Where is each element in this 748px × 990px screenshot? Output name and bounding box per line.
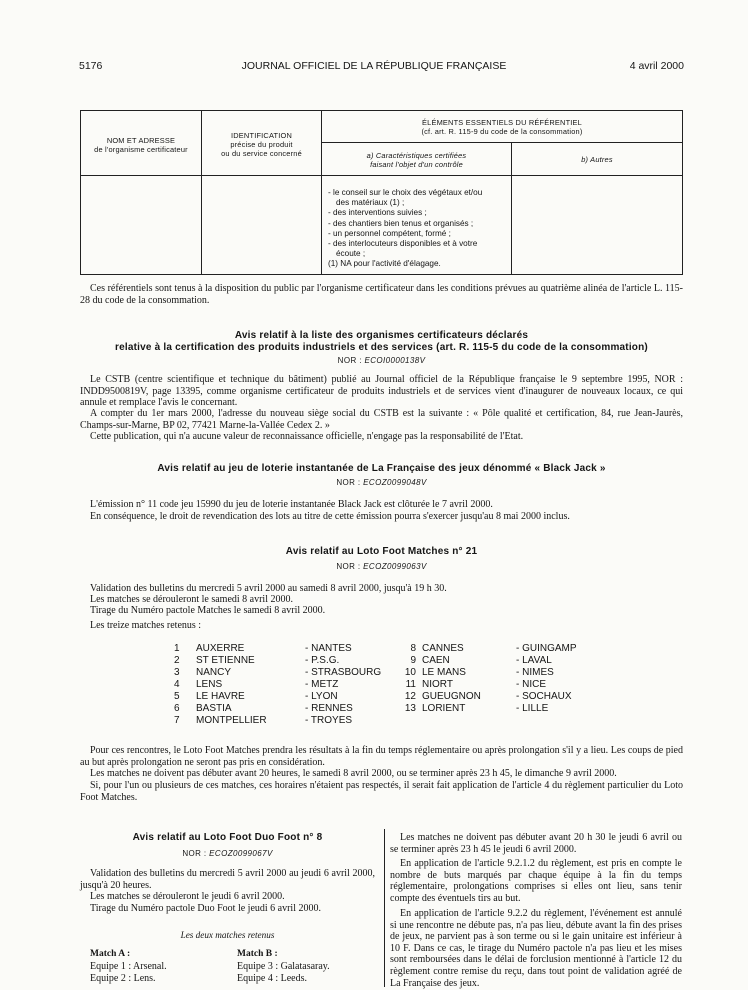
list-item: 9 CAEN - LAVAL <box>410 655 552 666</box>
avis-black-jack-title: Avis relatif au jeu de loterie instantanée de La Française des jeux dénommé « Black Jack » <box>157 463 606 474</box>
col-header-caracteristiques: a) Caractéristiques certifiées faisant l'objet d'un contrôle <box>366 151 467 169</box>
avis-loto-foot-p1: Pour ces rencontres, le Loto Foot Matches prendra les résultats à la fin du temps réglementaire ou après prolongation s'il y a lieu. Les coups de pied au but après prolongation ne seront pas pris en considération. <box>80 745 683 768</box>
col-header-nom: NOM ET ADRESSE de l'organisme certificateur <box>94 136 188 154</box>
list-item: 1 AUXERRE - NANTES <box>174 643 352 654</box>
avis-loto-foot-validation: Validation des bulletins du mercredi 5 avril 2000 au samedi 8 avril 2000, jusqu'à 19 h 30. <box>90 583 447 594</box>
col-header-identification: IDENTIFICATION précise du produit ou du service concerné <box>221 131 302 158</box>
avis-loto-foot-p2: Les matches ne doivent pas débuter avant 20 heures, le samedi 8 avril 2000, ou se terminer après 23 h 45, le dimanche 9 avril 2000. <box>90 768 617 779</box>
list-item: 6 BASTIA - RENNES <box>174 703 353 714</box>
match-a-team2: Equipe 2 : Lens. <box>90 973 156 984</box>
avis-black-jack-nor: NOR : ECOZ0099048V <box>336 478 427 487</box>
referentiel-table <box>80 110 683 275</box>
duo-foot-article-922: En application de l'article 9.2.2 du règlement, l'événement est annulé si une rencontre ne débute pas, n'a pas lieu, débute avant la fin des prises de jeux, ne parvient pas à son terme ou si le gain unitaire est inférieur à 10 F. Dans ce cas, le tirage du Numéro pactole n'a pas lieu et les mises sont remboursées dans le délai de forclusion mentionné à l'article 12 du règlement contre remise du reçu, dans tout point de validation agréé de La Française des jeux. <box>390 908 682 989</box>
table-cell-list: - le conseil sur le choix des végétaux et/ou des matériaux (1) ; - des interventions suivies ; - des chantiers bien tenus et organisés ; - un personnel compétent, formé ; - des interlocuteurs disponibles et à votre écoute ; (1) NA pour l'activité d'élagage. <box>328 188 483 269</box>
avis-duo-foot-title: Avis relatif au Loto Foot Duo Foot n° 8 <box>132 832 323 843</box>
list-item: 12 GUEUGNON - SOCHAUX <box>404 691 572 702</box>
avis-loto-foot-deroulement: Les matches se dérouleront le samedi 8 avril 2000. <box>90 594 293 605</box>
match-b-team4: Equipe 4 : Leeds. <box>237 973 307 984</box>
avis-duo-foot-deroulement: Les matches se dérouleront le jeudi 6 avril 2000. <box>90 891 285 902</box>
match-b-label: Match B : <box>237 949 278 959</box>
match-a-label: Match A : <box>90 949 131 959</box>
avis-certification-nor: NOR : ECOI0000138V <box>337 356 426 365</box>
list-item: 4 LENS - METZ <box>174 679 339 690</box>
match-a-team1: Equipe 1 : Arsenal. <box>90 961 167 972</box>
list-item: 5 LE HAVRE - LYON <box>174 691 338 702</box>
list-item: 8 CANNES - GUINGAMP <box>410 643 577 654</box>
avis-certification-title-line2: relative à la certification des produits industriels et des services (art. R. 115-5 du code de la consommation) <box>115 342 648 353</box>
avis-certification-p3: Cette publication, qui n'a aucune valeur de reconnaissance officielle, n'engage pas la responsabilité de l'Etat. <box>90 431 524 442</box>
matches-list-right <box>402 643 602 715</box>
avis-loto-foot-nor: NOR : ECOZ0099063V <box>336 562 427 571</box>
avis-duo-foot-nor: NOR : ECOZ0099067V <box>182 849 273 858</box>
avis-certification-p1: Le CSTB (centre scientifique et technique du bâtiment) publié au Journal officiel de la République française le 9 septembre 1995, NOR : INDD9500819V, page 13395, comme organisme certificateur de produits industriels et de services vient d'inaugurer de nouveaux locaux, ce qui annule et remplace l'avis le concernant. <box>80 374 683 409</box>
avis-duo-foot-tirage: Tirage du Numéro pactole Duo Foot le jeudi 6 avril 2000. <box>90 903 321 914</box>
page-number: 5176 <box>79 60 103 72</box>
col-header-autres: b) Autres <box>581 155 613 164</box>
avis-loto-foot-title: Avis relatif au Loto Foot Matches n° 21 <box>285 546 478 557</box>
avis-certification-title-line1: Avis relatif à la liste des organismes certificateurs déclarés <box>234 330 529 341</box>
avis-black-jack-p2: En conséquence, le droit de revendication des lots au titre de cette émission pourra s'exercer jusqu'au 8 mai 2000 inclus. <box>90 511 570 522</box>
list-item: 3 NANCY - STRASBOURG <box>174 667 382 678</box>
matches-list-left <box>174 643 404 727</box>
avis-duo-foot-validation: Validation des bulletins du mercredi 5 avril 2000 au jeudi 6 avril 2000, jusqu'à 20 heures. <box>80 868 375 891</box>
duo-foot-horaires: Les matches ne doivent pas débuter avant 20 h 30 le jeudi 6 avril ou se terminer après 23 h 45 le jeudi 6 avril 2000. <box>390 832 682 855</box>
journal-title: JOURNAL OFFICIEL DE LA RÉPUBLIQUE FRANÇAISE <box>241 60 507 72</box>
list-item: 13 LORIENT - LILLE <box>404 703 549 714</box>
list-item: 7 MONTPELLIER - TROYES <box>174 715 353 726</box>
list-item: 11 NIORT - NICE <box>405 679 546 690</box>
avis-loto-foot-tirage: Tirage du Numéro pactole Matches le samedi 8 avril 2000. <box>90 605 326 616</box>
avis-certification-p2: A compter du 1er mars 2000, l'adresse du nouveau siège social du CSTB est la suivante : « Pôle qualité et certification, 84, rue Jean-Jaurès, Champs-sur-Marne, BP 02, 77421 Marne-la-Vallée Cedex 2. » <box>80 408 683 431</box>
avis-loto-foot-treize: Les treize matches retenus : <box>90 620 202 631</box>
list-item: 10 LE MANS - NIMES <box>404 667 554 678</box>
match-b-team3: Equipe 3 : Galatasaray. <box>237 961 330 972</box>
avis-black-jack-p1: L'émission n° 11 code jeu 15990 du jeu de loterie instantanée Black Jack est clôturée le 7 avril 2000. <box>90 499 493 510</box>
col-header-elements: ÉLÉMENTS ESSENTIELS DU RÉFÉRENTIEL (cf. art. R. 115-9 du code de la consommation) <box>421 118 583 136</box>
avis-loto-foot-p3: Si, pour l'un ou plusieurs de ces matches, ces horaires n'étaient pas respectés, il serait fait application de l'article 4 du règlement particulier du Loto Foot Matches. <box>80 780 683 803</box>
referentiels-paragraph: Ces référentiels sont tenus à la disposition du public par l'organisme certificateur dans les conditions prévues au quatrième alinéa de l'article L. 115-28 du code de la consommation. <box>80 283 683 306</box>
column-divider <box>384 829 385 987</box>
deux-matches-heading: Les deux matches retenus <box>180 930 275 940</box>
table-divider <box>81 175 682 176</box>
list-item: 2 ST ETIENNE - P.S.G. <box>174 655 340 666</box>
duo-foot-article-9212: En application de l'article 9.2.1.2 du règlement, est pris en compte le nombre de buts marqués par chaque équipe à la fin du temps réglementaire, prolongations comprises si elles ont lieu, sans tenir compte des éventuels tirs au but. <box>390 858 682 904</box>
table-divider <box>321 142 682 143</box>
header-date: 4 avril 2000 <box>629 60 684 72</box>
